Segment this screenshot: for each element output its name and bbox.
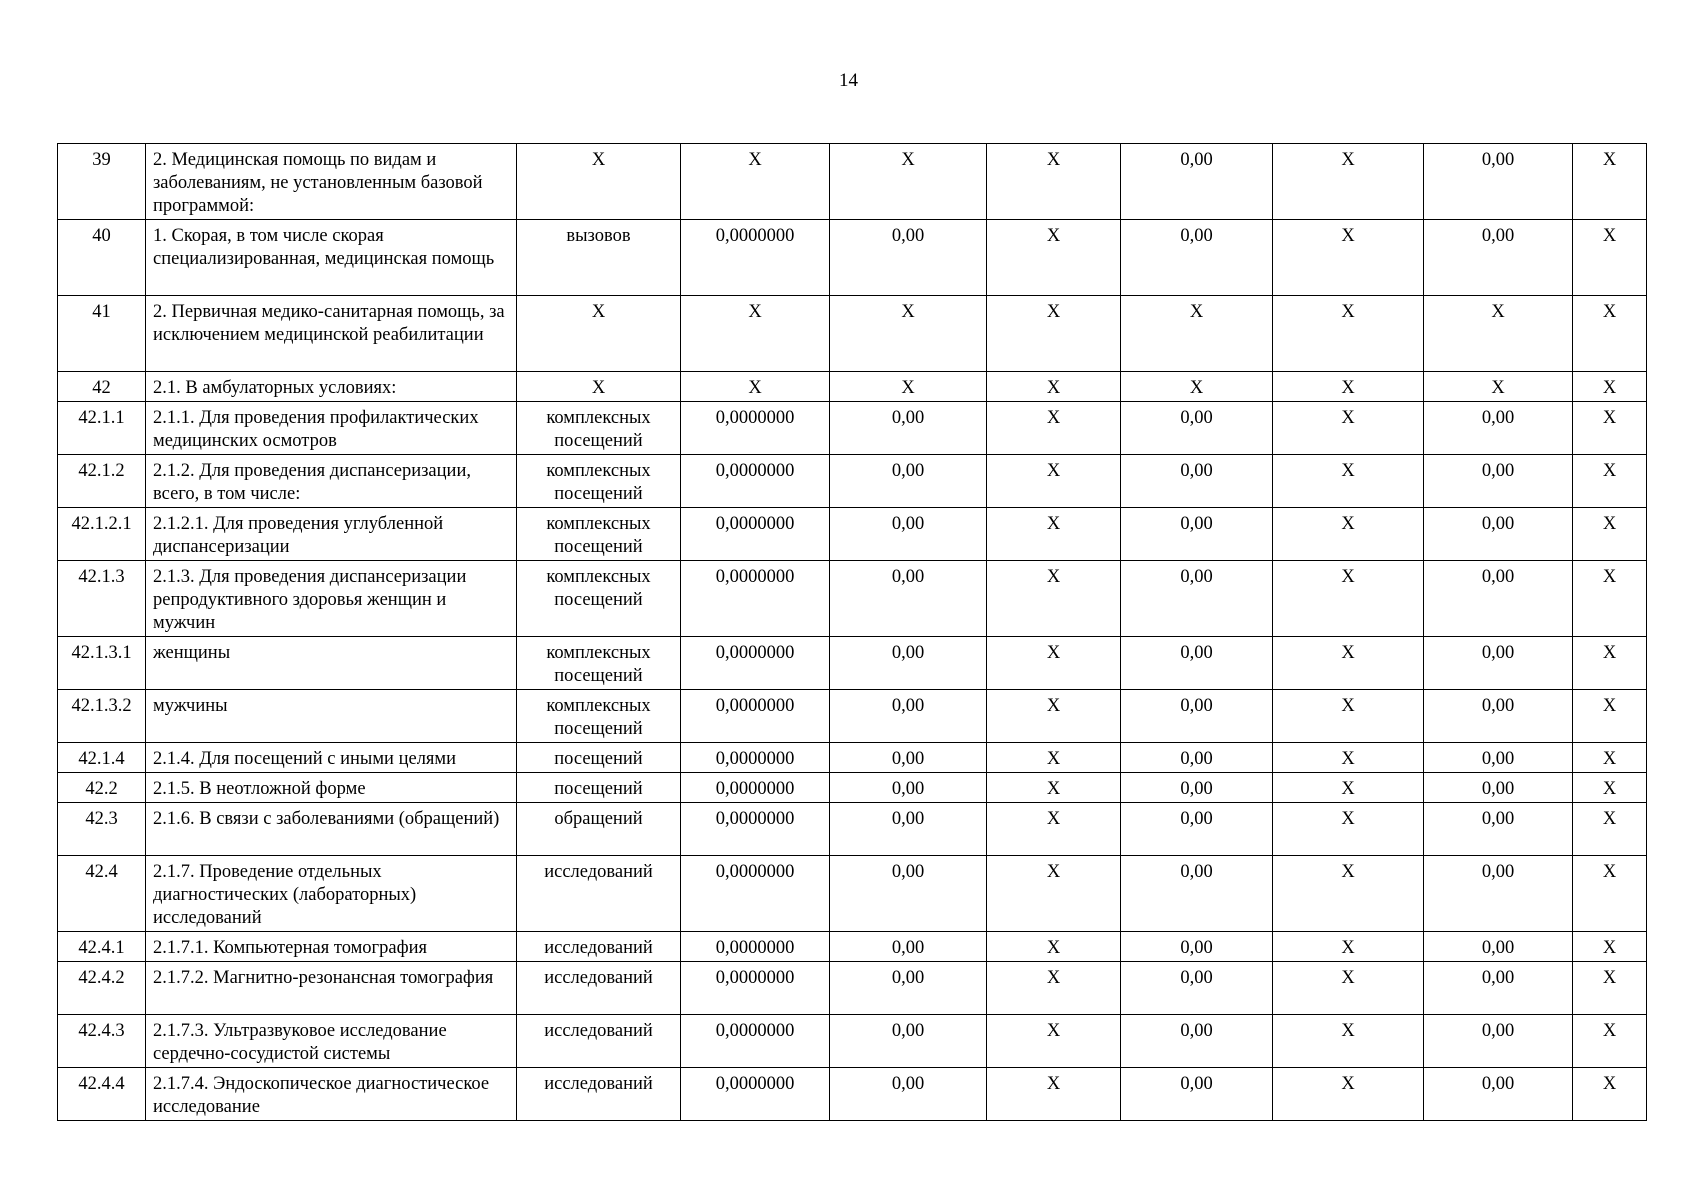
row-description: 2. Медицинская помощь по видам и заболеваниям, не установленным базовой программой: [146,144,517,220]
value-col-3: X [681,296,830,372]
value-col-8: 0,00 [1424,637,1573,690]
unit: посещений [517,773,681,803]
table-row [58,690,1647,743]
value-col-9: X [1573,372,1647,402]
value-col-9: X [1573,637,1647,690]
row-number: 42.1.3.1 [58,637,146,690]
row-description: 2.1.4. Для посещений с иными целями [146,743,517,773]
value-col-6: 0,00 [1121,932,1273,962]
value-col-4: 0,00 [830,220,987,296]
value-col-5: X [987,962,1121,1015]
value-col-7: X [1273,561,1424,637]
value-col-6: 0,00 [1121,962,1273,1015]
value-col-9: X [1573,803,1647,856]
value-col-6: 0,00 [1121,561,1273,637]
row-number: 42.4.1 [58,932,146,962]
value-col-9: X [1573,743,1647,773]
unit: исследований [517,962,681,1015]
value-col-9: X [1573,962,1647,1015]
table-row [58,144,1647,220]
unit: комплексных посещений [517,690,681,743]
row-number: 42.4 [58,856,146,932]
unit: исследований [517,1015,681,1068]
row-description: 2.1.1. Для проведения профилактических медицинских осмотров [146,402,517,455]
row-description: 2.1.7. Проведение отдельных диагностических (лабораторных) исследований [146,856,517,932]
row-number: 42.2 [58,773,146,803]
value-col-5: X [987,561,1121,637]
value-col-6: 0,00 [1121,1015,1273,1068]
value-col-4: 0,00 [830,773,987,803]
row-number: 42.1.1 [58,402,146,455]
table-row [58,856,1647,932]
value-col-6: 0,00 [1121,402,1273,455]
value-col-5: X [987,856,1121,932]
row-description: 2.1. В амбулаторных условиях: [146,372,517,402]
unit: X [517,372,681,402]
value-col-3: 0,0000000 [681,932,830,962]
value-col-3: 0,0000000 [681,690,830,743]
value-col-3: 0,0000000 [681,637,830,690]
value-col-7: X [1273,743,1424,773]
value-col-7: X [1273,773,1424,803]
value-col-3: 0,0000000 [681,220,830,296]
table-row [58,743,1647,773]
value-col-5: X [987,803,1121,856]
table-row [58,932,1647,962]
value-col-7: X [1273,144,1424,220]
value-col-5: X [987,743,1121,773]
row-number: 42.3 [58,803,146,856]
value-col-4: 0,00 [830,637,987,690]
value-col-8: 0,00 [1424,856,1573,932]
value-col-4: 0,00 [830,508,987,561]
row-number: 40 [58,220,146,296]
value-col-3: X [681,144,830,220]
value-col-8: 0,00 [1424,743,1573,773]
unit: исследований [517,1068,681,1121]
value-col-6: 0,00 [1121,637,1273,690]
value-col-4: 0,00 [830,932,987,962]
value-col-9: X [1573,508,1647,561]
value-col-6: X [1121,296,1273,372]
value-col-7: X [1273,803,1424,856]
value-col-4: 0,00 [830,561,987,637]
value-col-3: 0,0000000 [681,508,830,561]
value-col-9: X [1573,1068,1647,1121]
value-col-8: 0,00 [1424,1068,1573,1121]
value-col-5: X [987,455,1121,508]
value-col-6: 0,00 [1121,743,1273,773]
value-col-6: 0,00 [1121,856,1273,932]
value-col-4: X [830,372,987,402]
unit: вызовов [517,220,681,296]
unit: обращений [517,803,681,856]
value-col-8: 0,00 [1424,144,1573,220]
value-col-4: 0,00 [830,1015,987,1068]
value-col-7: X [1273,220,1424,296]
value-col-5: X [987,1068,1121,1121]
value-col-6: 0,00 [1121,803,1273,856]
table-row [58,220,1647,296]
value-col-7: X [1273,1068,1424,1121]
value-col-4: 0,00 [830,402,987,455]
row-description: женщины [146,637,517,690]
value-col-8: 0,00 [1424,402,1573,455]
value-col-5: X [987,296,1121,372]
value-col-7: X [1273,402,1424,455]
value-col-5: X [987,773,1121,803]
value-col-8: 0,00 [1424,508,1573,561]
value-col-8: 0,00 [1424,962,1573,1015]
value-col-8: 0,00 [1424,455,1573,508]
value-col-7: X [1273,1015,1424,1068]
value-col-8: 0,00 [1424,220,1573,296]
value-col-3: 0,0000000 [681,1068,830,1121]
value-col-6: 0,00 [1121,220,1273,296]
unit: комплексных посещений [517,637,681,690]
value-col-6: 0,00 [1121,773,1273,803]
table-row [58,402,1647,455]
row-number: 41 [58,296,146,372]
row-number: 39 [58,144,146,220]
value-col-9: X [1573,856,1647,932]
row-description: 2.1.3. Для проведения диспансеризации репродуктивного здоровья женщин и мужчин [146,561,517,637]
value-col-5: X [987,220,1121,296]
unit: комплексных посещений [517,455,681,508]
value-col-5: X [987,372,1121,402]
row-number: 42.4.2 [58,962,146,1015]
table-row [58,773,1647,803]
value-col-9: X [1573,455,1647,508]
value-col-7: X [1273,455,1424,508]
value-col-8: 0,00 [1424,932,1573,962]
value-col-4: 0,00 [830,962,987,1015]
row-description: 2.1.5. В неотложной форме [146,773,517,803]
value-col-8: 0,00 [1424,773,1573,803]
value-col-4: 0,00 [830,803,987,856]
table-row [58,455,1647,508]
unit: комплексных посещений [517,561,681,637]
row-description: 2.1.6. В связи с заболеваниями (обращений) [146,803,517,856]
value-col-6: 0,00 [1121,455,1273,508]
row-number: 42.4.4 [58,1068,146,1121]
value-col-7: X [1273,372,1424,402]
unit: исследований [517,932,681,962]
table-row [58,1068,1647,1121]
page-number: 14 [839,70,858,91]
value-col-6: X [1121,372,1273,402]
table-row [58,296,1647,372]
value-col-6: 0,00 [1121,690,1273,743]
value-col-9: X [1573,402,1647,455]
unit: исследований [517,856,681,932]
value-col-6: 0,00 [1121,144,1273,220]
value-col-5: X [987,508,1121,561]
value-col-9: X [1573,773,1647,803]
value-col-4: X [830,144,987,220]
row-description: 1. Скорая, в том числе скорая специализированная, медицинская помощь [146,220,517,296]
table-row [58,637,1647,690]
unit: комплексных посещений [517,402,681,455]
table-row [58,372,1647,402]
value-col-8: 0,00 [1424,1015,1573,1068]
value-col-3: 0,0000000 [681,743,830,773]
value-col-5: X [987,932,1121,962]
row-number: 42 [58,372,146,402]
row-description: 2.1.2.1. Для проведения углубленной диспансеризации [146,508,517,561]
value-col-5: X [987,144,1121,220]
value-col-5: X [987,1015,1121,1068]
value-col-7: X [1273,962,1424,1015]
value-col-9: X [1573,296,1647,372]
data-table [57,143,1647,1121]
value-col-4: X [830,296,987,372]
row-number: 42.4.3 [58,1015,146,1068]
row-description: 2. Первичная медико-санитарная помощь, за исключением медицинской реабилитации [146,296,517,372]
value-col-7: X [1273,856,1424,932]
table-row [58,561,1647,637]
value-col-9: X [1573,144,1647,220]
value-col-3: 0,0000000 [681,455,830,508]
unit: X [517,296,681,372]
value-col-9: X [1573,932,1647,962]
unit: посещений [517,743,681,773]
value-col-3: 0,0000000 [681,856,830,932]
value-col-4: 0,00 [830,743,987,773]
value-col-9: X [1573,561,1647,637]
row-description: мужчины [146,690,517,743]
row-number: 42.1.2.1 [58,508,146,561]
value-col-9: X [1573,220,1647,296]
value-col-7: X [1273,296,1424,372]
table-row [58,803,1647,856]
value-col-3: 0,0000000 [681,773,830,803]
row-number: 42.1.3 [58,561,146,637]
row-number: 42.1.4 [58,743,146,773]
row-description: 2.1.2. Для проведения диспансеризации, всего, в том числе: [146,455,517,508]
table-row [58,508,1647,561]
value-col-5: X [987,637,1121,690]
table-row [58,1015,1647,1068]
value-col-8: 0,00 [1424,561,1573,637]
value-col-4: 0,00 [830,455,987,508]
unit: комплексных посещений [517,508,681,561]
value-col-9: X [1573,1015,1647,1068]
value-col-9: X [1573,690,1647,743]
value-col-8: 0,00 [1424,690,1573,743]
value-col-6: 0,00 [1121,1068,1273,1121]
value-col-4: 0,00 [830,690,987,743]
value-col-4: 0,00 [830,1068,987,1121]
value-col-7: X [1273,508,1424,561]
row-number: 42.1.3.2 [58,690,146,743]
value-col-8: X [1424,372,1573,402]
row-description: 2.1.7.1. Компьютерная томография [146,932,517,962]
value-col-7: X [1273,932,1424,962]
row-number: 42.1.2 [58,455,146,508]
value-col-7: X [1273,637,1424,690]
table-row [58,962,1647,1015]
value-col-6: 0,00 [1121,508,1273,561]
row-description: 2.1.7.2. Магнитно-резонансная томография [146,962,517,1015]
value-col-5: X [987,402,1121,455]
value-col-7: X [1273,690,1424,743]
row-description: 2.1.7.4. Эндоскопическое диагностическое исследование [146,1068,517,1121]
row-description: 2.1.7.3. Ультразвуковое исследование сердечно-сосудистой системы [146,1015,517,1068]
value-col-3: 0,0000000 [681,1015,830,1068]
unit: X [517,144,681,220]
value-col-3: X [681,372,830,402]
value-col-8: 0,00 [1424,803,1573,856]
value-col-3: 0,0000000 [681,803,830,856]
value-col-3: 0,0000000 [681,402,830,455]
value-col-4: 0,00 [830,856,987,932]
value-col-5: X [987,690,1121,743]
value-col-8: X [1424,296,1573,372]
value-col-3: 0,0000000 [681,561,830,637]
value-col-3: 0,0000000 [681,962,830,1015]
